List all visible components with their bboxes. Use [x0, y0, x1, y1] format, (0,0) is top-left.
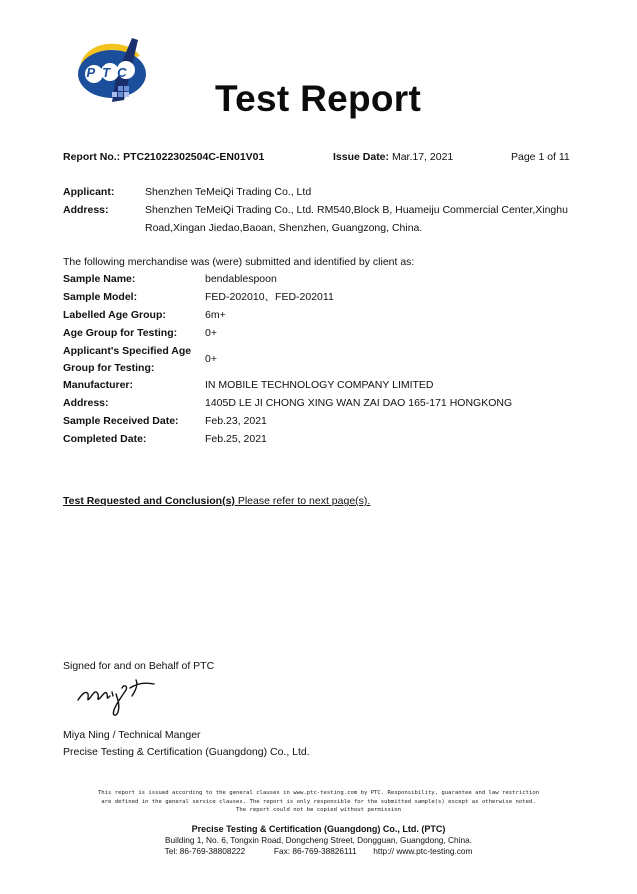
field-value: 1405D LE JI CHONG XING WAN ZAI DAO 165-171 HONGKONG: [205, 397, 513, 409]
page-title: Test Report: [215, 78, 422, 119]
footer-tel: Tel: 86-769-38808222: [164, 846, 246, 856]
signed-for: Signed for and on Behalf of PTC: [63, 660, 215, 672]
page-number: Page 1 of 11: [511, 151, 570, 163]
issue-date-value: Mar.17, 2021: [391, 151, 454, 163]
footer-contact: [0, 846, 637, 857]
footer-web[interactable]: http:// www.ptc-testing.com: [373, 846, 473, 856]
field-value: IN MOBILE TECHNOLOGY COMPANY LIMITED: [205, 379, 434, 391]
field-label: Sample Model:: [63, 291, 138, 303]
applicant-address-line2: Road,Xingan Jiedao,Baoan, Shenzhen, Guangzong, China.: [145, 222, 423, 234]
field-value: 0+: [205, 327, 217, 339]
signer-name-title: Miya Ning / Technical Manger: [63, 729, 201, 741]
signer-company: Precise Testing & Certification (Guangdong) Co., Ltd.: [63, 746, 310, 758]
applicant-address-line1: Shenzhen TeMeiQi Trading Co., Ltd. RM540,Block B, Huameiju Commercial Center,Xinghu: [145, 204, 568, 216]
conclusion: [63, 492, 370, 510]
applicant-value: Shenzhen TeMeiQi Trading Co., Ltd: [145, 186, 312, 198]
disclaimer: [0, 789, 637, 815]
field-label-continued: Group for Testing:: [63, 362, 155, 374]
conclusion-text: Please refer to next page(s).: [234, 495, 371, 507]
conclusion-label: Test Requested and Conclusion(s): [63, 495, 235, 507]
field-label: Labelled Age Group:: [63, 309, 166, 321]
issue-date-label: Issue Date:: [333, 151, 390, 163]
field-value: Feb.23, 2021: [205, 415, 267, 427]
disclaimer-line: are defined in the general service clauses. The report is only responsible for the submitted sample(s) except as otherwise noted.: [101, 798, 536, 805]
applicant-address-label: Address:: [63, 204, 109, 216]
applicant-label: Applicant:: [63, 186, 115, 198]
signature-mark: [76, 672, 160, 723]
ptc-logo: [72, 36, 154, 108]
report-number-value: PTC21022302504C-EN01V01: [123, 151, 265, 163]
footer-address: Building 1, No. 6, Tongxin Road, Dongcheng Street, Dongguan, Guangdong, China.: [164, 835, 473, 845]
report-number: [63, 151, 264, 163]
field-value: 0+: [205, 353, 217, 365]
field-label: Applicant's Specified Age: [63, 345, 192, 357]
field-value: 6m+: [205, 309, 226, 321]
logo-text: PTC: [86, 65, 134, 80]
field-value: bendablespoon: [205, 273, 277, 285]
footer-fax: Fax: 86-769-38826111: [273, 846, 357, 856]
field-label: Manufacturer:: [63, 379, 134, 391]
field-label: Age Group for Testing:: [63, 327, 178, 339]
footer-company: Precise Testing & Certification (Guangdong) Co., Ltd. (PTC): [191, 824, 446, 834]
field-label: Sample Received Date:: [63, 415, 179, 427]
report-number-label: Report No.:: [63, 151, 121, 163]
disclaimer-line: The report could not be copied without permission: [235, 807, 402, 813]
field-label: Address:: [63, 397, 109, 409]
intro-text: The following merchandise was (were) submitted and identified by client as:: [63, 256, 415, 268]
field-value: Feb.25, 2021: [205, 433, 267, 445]
issue-date: [333, 151, 453, 163]
field-label: Sample Name:: [63, 273, 136, 285]
field-label: Completed Date:: [63, 433, 147, 445]
footer: [0, 824, 637, 857]
field-value: FED-202010、FED-202011: [205, 291, 334, 303]
disclaimer-line: This report is issued according to the general clauses in www.ptc-testing.com by PTC. Responsibility, guarantee and law restriction: [97, 790, 540, 796]
